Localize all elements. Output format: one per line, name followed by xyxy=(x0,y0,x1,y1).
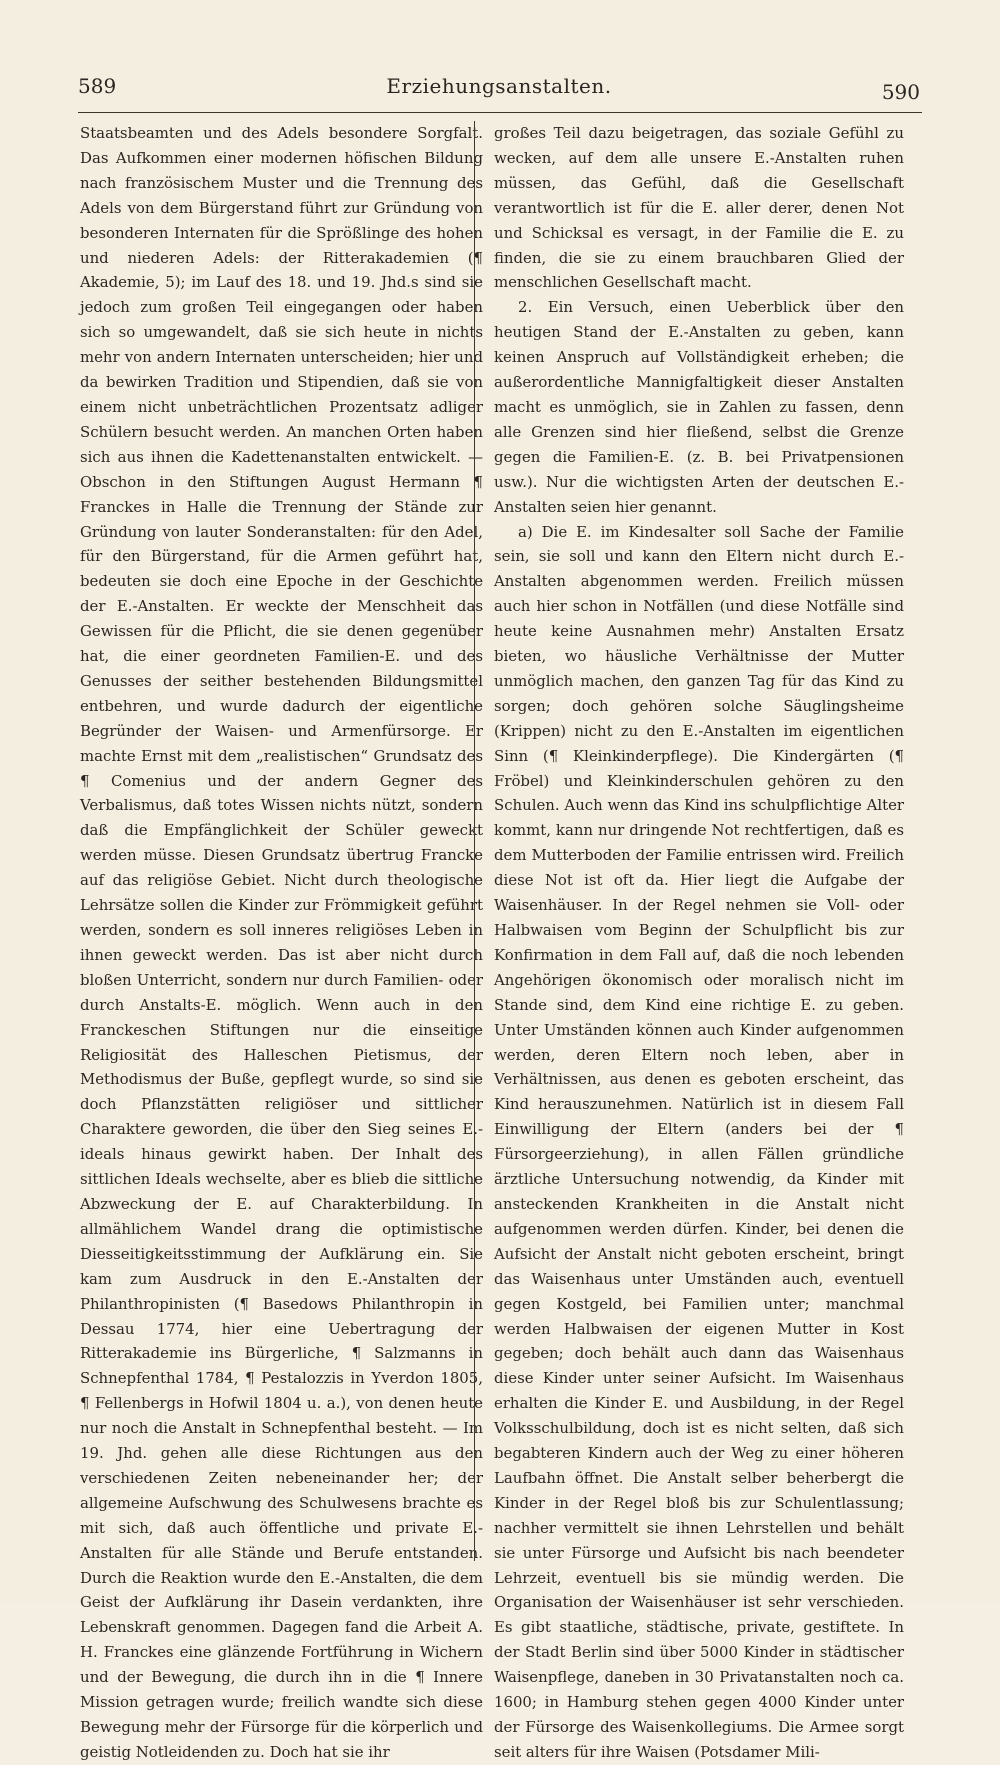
right-column xyxy=(494,121,904,1765)
page-number-left: 589 xyxy=(78,74,117,98)
right-paragraph-2: 2. Ein Versuch, einen Ueberblick über den heutigen Stand der E.-Anstalten zu geben, kann keinen Anspruch auf Vollständigkeit erheben; die außerordentliche Mannigfaltigkeit dieser Anstalten macht es unmöglich, sie in Zahlen zu fassen, denn alle Grenzen sind hier fließend, selbst die Grenze gegen die Familien-E. (z. B. bei Privatpensionen usw.). Nur die wichtigsten Arten der deutschen E.-Anstalten seien hier genannt. xyxy=(494,298,904,516)
column-divider xyxy=(474,121,475,1561)
page-number-right: 590 xyxy=(881,80,920,104)
right-paragraph-3: a) Die E. im Kindesalter soll Sache der Familie sein, sie soll und kann den Eltern nicht durch E.-Anstalten abgenommen werden. Freilich müssen auch hier schon in Notfällen (und diese Notfälle sind heute keine Ausnahmen mehr) Anstalten Ersatz bieten, wo häusliche Verhältnisse der Mutter unmöglich machen, den ganzen Tag für das Kind zu sorgen; doch gehören solche Säuglingsheime (Krippen) nicht zu den E.-Anstalten im eigentlichen Sinn (¶ Kleinkinderpflege). Die Kindergärten (¶ Fröbel) und Kleinkinderschulen gehören zu den Schulen. Auch wenn das Kind ins schulpflichtige Alter kommt, kann nur dringende Not rechtfertigen, daß es dem Mutterboden der Familie entrissen wird. Freilich diese Not ist oft da. Hier liegt die Aufgabe der Waisenhäuser. In der Regel nehmen sie Voll- oder Halbwaisen vom Beginn der Schulpflicht bis zur Konfirmation in dem Fall auf, daß die noch lebenden Angehörigen ökonomisch oder moralisch nicht im Stande sind, dem Kind eine richtige E. zu geben. Unter Umständen können auch Kinder aufgenommen werden, deren Eltern noch leben, aber in Verhältnissen, aus denen es geboten erscheint, das Kind herauszunehmen. Natürlich ist in diesem Fall Einwilligung der Eltern (anders bei der ¶ Fürsorgeerziehung), in allen Fällen gründliche ärztliche Untersuchung notwendig, da Kinder mit ansteckenden Krankheiten in die Anstalt nicht aufgenommen werden dürfen. Kinder, bei denen die Aufsicht der Anstalt nicht geboten erscheint, bringt das Waisenhaus unter Umständen auch, eventuell gegen Kostgeld, bei Familien unter; manchmal werden Halbwaisen der eigenen Mutter in Kost gegeben; doch behält auch dann das Waisenhaus diese Kinder unter seiner Aufsicht. Im Waisenhaus erhalten die Kinder E. und Ausbildung, in der Regel Volksschulbildung, doch ist es nicht selten, daß sich begabteren Kindern auch der Weg zu einer höheren Laufbahn öffnet. Die Anstalt selber beherbergt die Kinder in der Regel bloß bis zur Schulentlassung; nachher vermittelt sie ihnen Lehrstellen und behält sie unter Fürsorge und Aufsicht bis nach beendeter Lehrzeit, eventuell bis sie mündig werden. Die Organisation der Waisenhäuser ist sehr verschieden. Es gibt staatliche, städtische, private, gestiftete. In der Stadt Berlin sind über 5000 Kinder in städtischer Waisenpflege, daneben in 30 Privatanstalten noch ca. 1600; in Hamburg stehen gegen 4000 Kinder unter der Fürsorge des Waisenkollegiums. Die Armee sorgt seit alters für ihre Waisen (Potsdamer Mili- xyxy=(494,522,904,1761)
running-title: Erziehungsanstalten. xyxy=(386,74,612,98)
left-column xyxy=(80,121,483,1765)
running-head xyxy=(78,74,920,104)
header-rule xyxy=(78,112,922,113)
left-paragraph-1: Staatsbeamten und des Adels besondere Sorgfalt. Das Aufkommen einer modernen höfischen Bildung nach französischem Muster und die Trennung des Adels von dem Bürgerstand führt zur Gründung von besonderen Internaten für die Sprößlinge des hohen und niederen Adels: der Ritterakademien (¶ Akademie, 5); im Lauf des 18. und 19. Jhd.s sind sie jedoch zum großen Teil eingegangen oder haben sich so umgewandelt, daß sie sich heute in nichts mehr von andern Internaten unterscheiden; hier und da bewirken Tradition und Stipendien, daß sie von einem nicht unbeträchtlichen Prozentsatz adliger Schülern besucht werden. An manchen Orten haben sich aus ihnen die Kadettenanstalten entwickelt. — Obschon in den Stiftungen August Hermann ¶ Franckes in Halle die Trennung der Stände zur Gründung von lauter Sonderanstalten: für den Adel, für den Bürgerstand, für die Armen geführt hat, bedeuten sie doch eine Epoche in der Geschichte der E.-Anstalten. Er weckte der Menschheit das Gewissen für die Pflicht, die sie denen gegenüber hat, die einer geordneten Familien-E. und des Genusses der seither bestehenden Bildungsmittel entbehren, und wurde dadurch der eigentliche Begründer der Waisen- und Armenfürsorge. Er machte Ernst mit dem „realistischen“ Grundsatz des ¶ Comenius und der andern Gegner des Verbalismus, daß totes Wissen nichts nützt, sondern daß die Empfänglichkeit der Schüler geweckt werden müsse. Diesen Grundsatz übertrug Francke auf das religiöse Gebiet. Nicht durch theologische Lehrsätze sollen die Kinder zur Frömmigkeit geführt werden, sondern es soll inneres religiöses Leben in ihnen geweckt werden. Das ist aber nicht durch bloßen Unterricht, sondern nur durch Familien- oder durch Anstalts-E. möglich. Wenn auch in den Franckeschen Stiftungen nur die einseitige Religiosität des Halleschen Pietismus, der Methodismus der Buße, gepflegt wurde, so sind sie doch Pflanzstätten religiöser und sittlicher Charaktere geworden, die über den Sieg seines E.-ideals hinaus gewirkt haben. Der Inhalt des sittlichen Ideals wechselte, aber es blieb die sittliche Abzweckung der E. auf Charakterbildung. In allmählichem Wandel drang die optimistische Diesseitigkeitsstimmung der Aufklärung ein. Sie kam zum Ausdruck in den E.-Anstalten der Philanthropinisten (¶ Basedows Philanthropin in Dessau 1774, hier eine Uebertragung der Ritterakademie ins Bürgerliche, ¶ Salzmanns in Schnepfenthal 1784, ¶ Pestalozzis in Yverdon 1805, ¶ Fellenbergs in Hofwil 1804 u. a.), von denen heute nur noch die Anstalt in Schnepfenthal besteht. — Im 19. Jhd. gehen alle diese Richtungen aus den verschiedenen Zeiten nebeneinander her; der allgemeine Aufschwung des Schulwesens brachte es mit sich, daß auch öffentliche und private E.-Anstalten für alle Stände und Berufe entstanden. Durch die Reaktion wurde den E.-Anstalten, die dem Geist der Aufklärung ihr Dasein verdankten, ihre Lebenskraft genommen. Dagegen fand die Arbeit A. H. Franckes eine glänzende Fortführung in Wichern und der Bewegung, die durch ihn in die ¶ Innere Mission getragen wurde; freilich wandte sich diese Bewegung mehr der Fürsorge für die körperlich und geistig Notleidenden zu. Doch hat sie ihr xyxy=(80,124,483,1761)
right-paragraph-1: großes Teil dazu beigetragen, das soziale Gefühl zu wecken, auf dem alle unsere E.-Anstalten ruhen müssen, das Gefühl, daß die Gesellschaft verantwortlich ist für die E. aller derer, denen Not und Schicksal es versagt, in der Familie die E. zu finden, die sie zu einem brauchbaren Glied der menschlichen Gesellschaft macht. xyxy=(494,124,904,292)
